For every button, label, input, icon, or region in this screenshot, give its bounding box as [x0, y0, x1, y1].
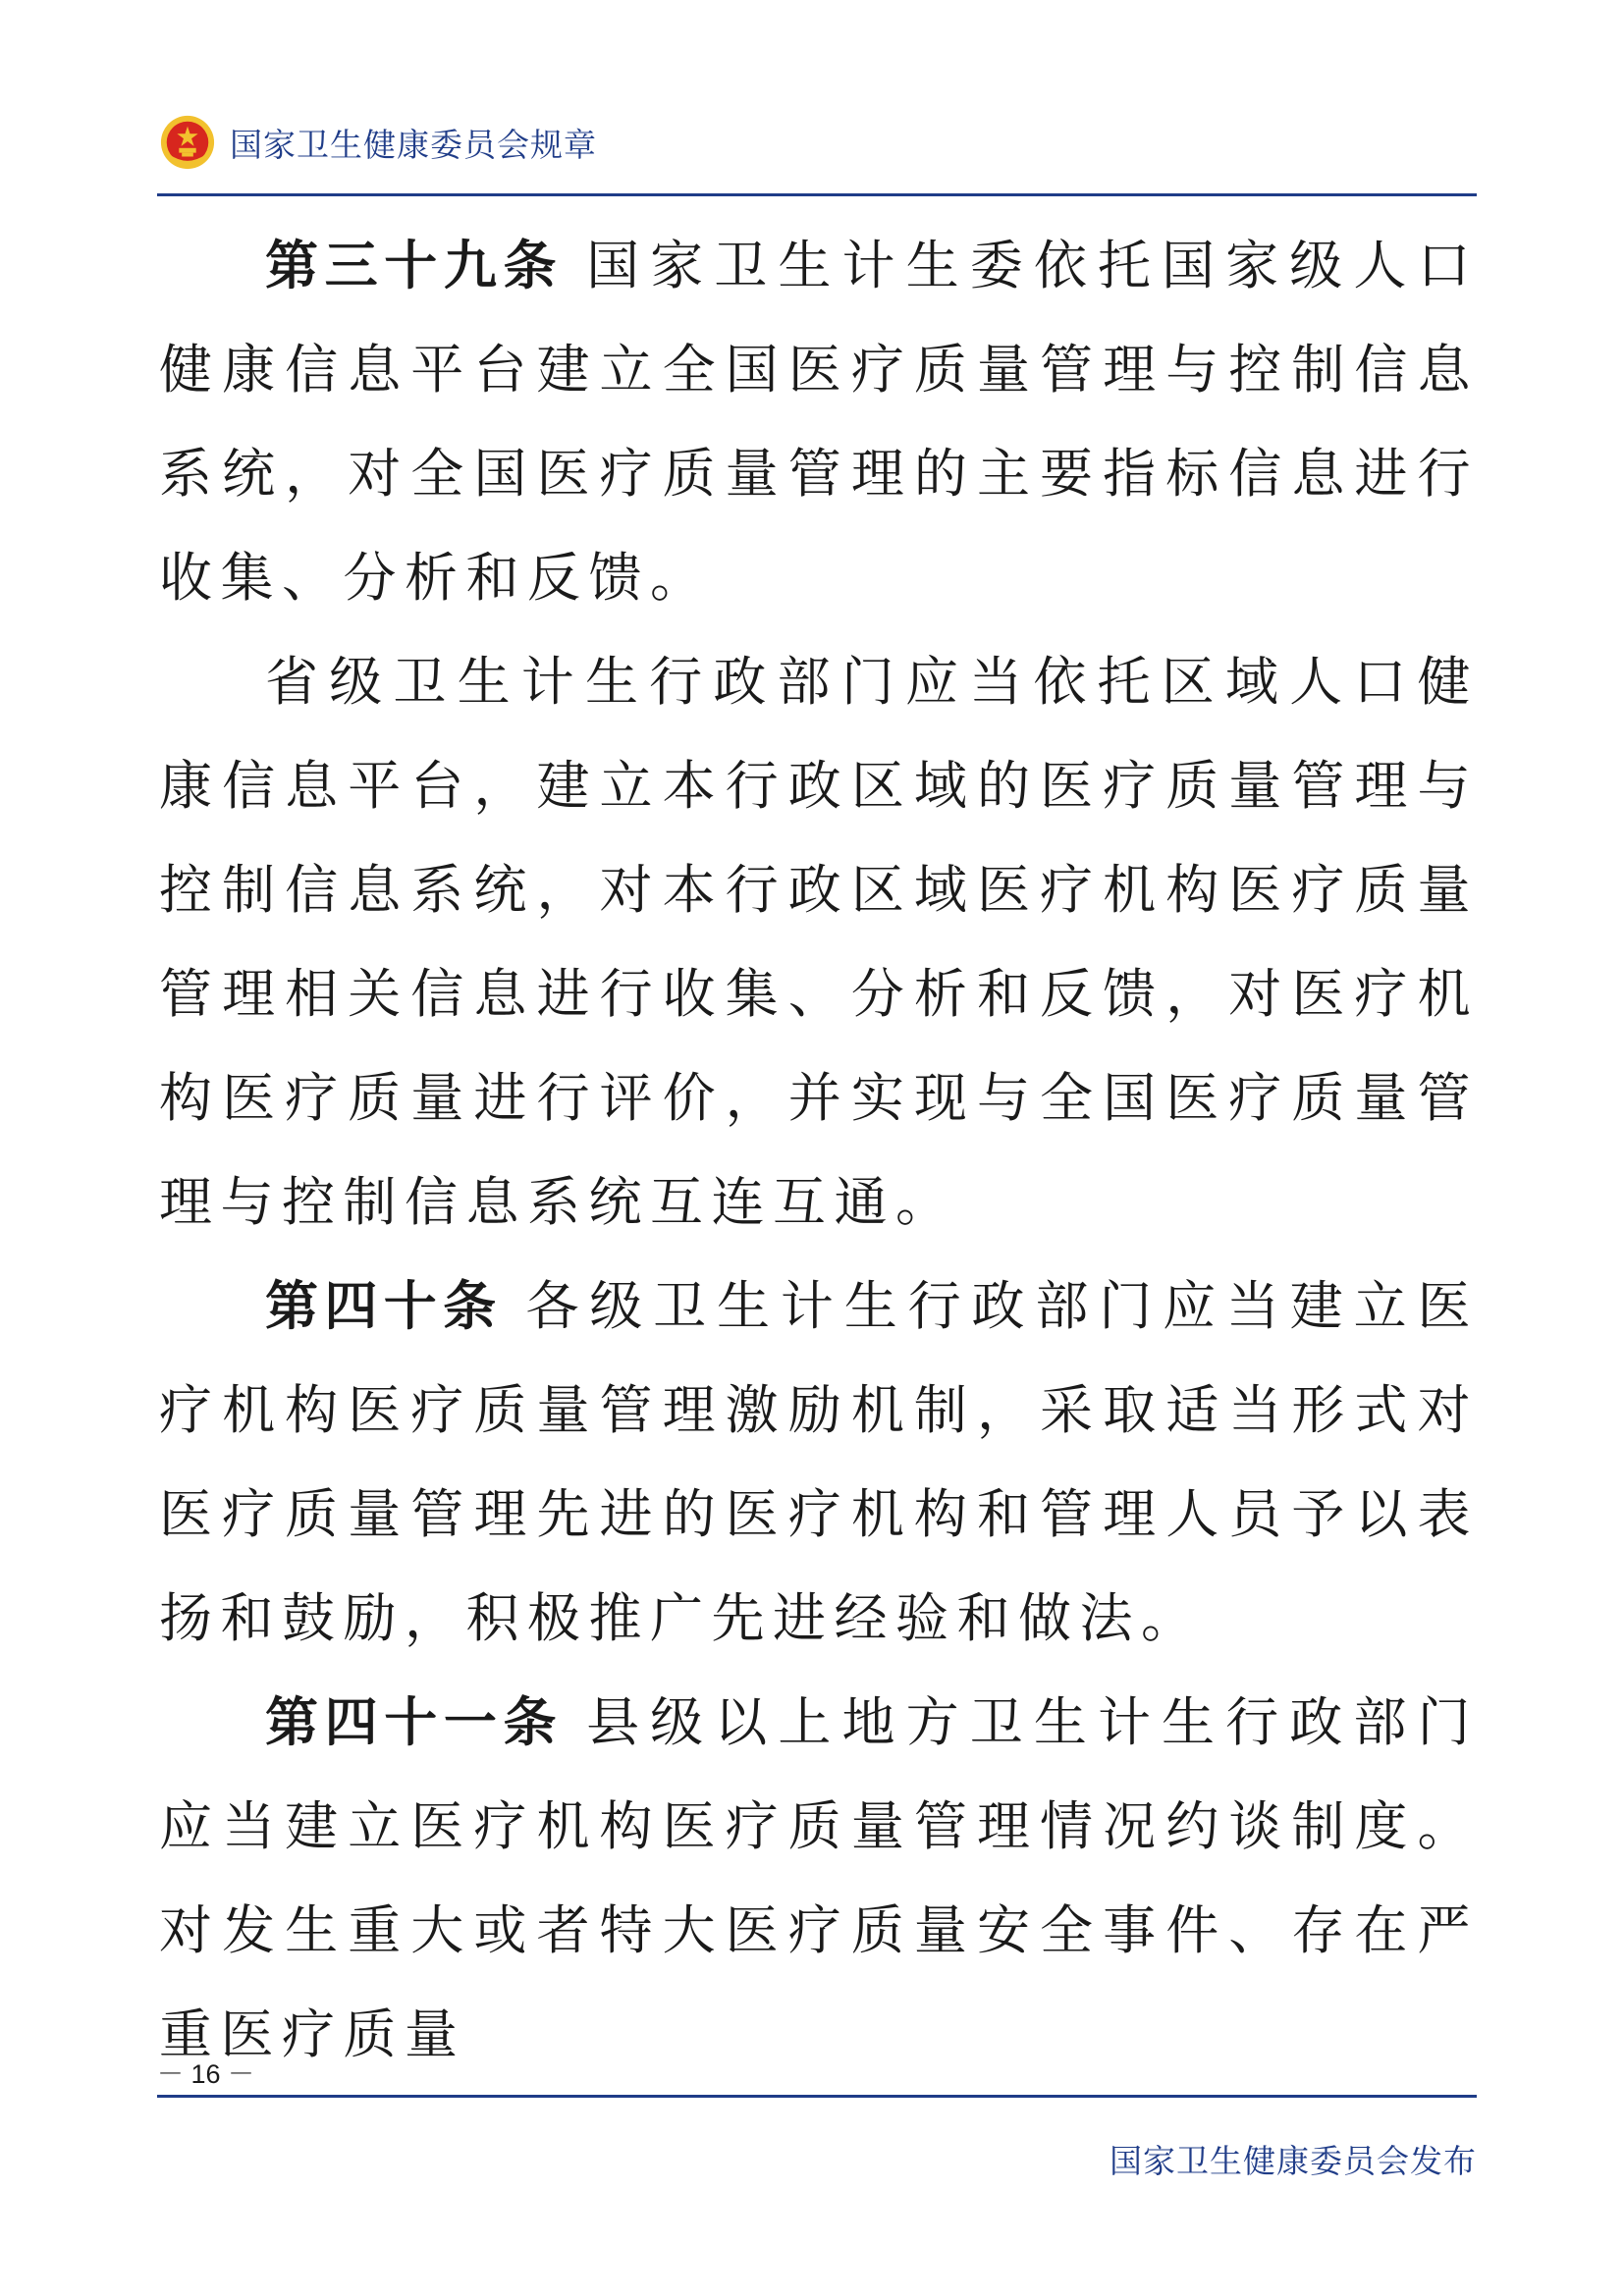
article-39-paragraph	[159, 214, 1479, 630]
national-emblem-icon	[159, 114, 216, 171]
article-text: 县级以上地方卫生计生行政部门应当建立医疗机构医疗质量管理情况约谈制度。对发生重大或者特大医疗质量安全事件、存在严重医疗质量	[159, 1691, 1480, 2065]
header-divider	[157, 193, 1477, 196]
page-number: － 16 －	[157, 2059, 255, 2089]
article-text: 各级卫生计生行政部门应当建立医疗机构医疗质量管理激励机制，采取适当形式对医疗质量管理先进的医疗机构和管理人员予以表扬和鼓励，积极推广先进经验和做法。	[159, 1275, 1480, 1649]
article-label: 第四十条	[265, 1275, 503, 1337]
footer-publisher: 国家卫生健康委员会发布	[1110, 2142, 1477, 2180]
article-text: 国家卫生计生委依托国家级人口健康信息平台建立全国医疗质量管理与控制信息系统，对全国医疗质量管理的主要指标信息进行收集、分析和反馈。	[159, 235, 1480, 609]
header-title: 国家卫生健康委员会规章	[230, 125, 597, 164]
article-39-paragraph-2	[159, 630, 1479, 1255]
article-label: 第四十一条	[265, 1691, 564, 1753]
article-41-paragraph	[159, 1671, 1479, 2087]
document-body	[159, 214, 1479, 2087]
article-text: 省级卫生计生行政部门应当依托区域人口健康信息平台，建立本行政区域的医疗质量管理与控制信息系统，对本行政区域医疗机构医疗质量管理相关信息进行收集、分析和反馈，对医疗机构医疗质量进行评价，并实现与全国医疗质量管理与控制信息系统互连互通。	[159, 651, 1479, 1233]
article-label: 第三十九条	[265, 235, 564, 296]
article-40-paragraph	[159, 1255, 1479, 1671]
footer-divider	[157, 2095, 1477, 2098]
page-header	[159, 112, 597, 173]
